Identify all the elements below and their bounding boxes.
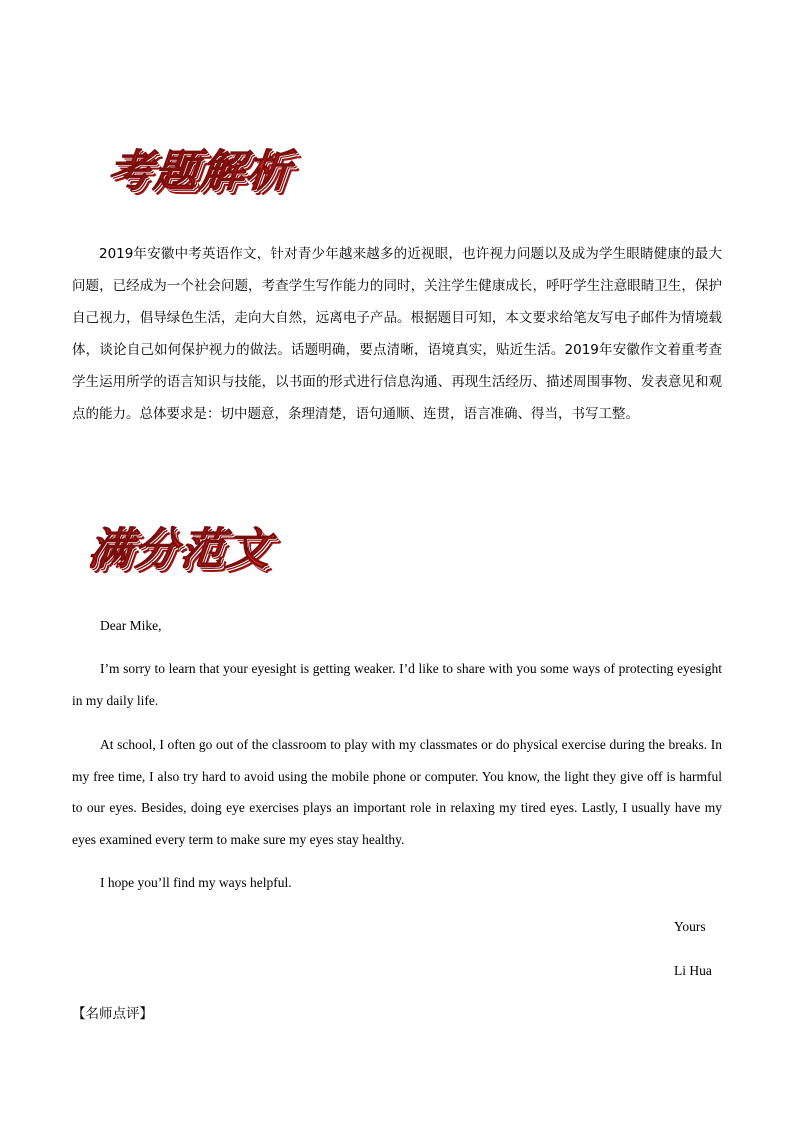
letter-salutation: Dear Mike, xyxy=(100,618,162,633)
letter-closing: Yours xyxy=(674,919,706,934)
letter-paragraph: At school, I often go out of the classroom to play with my classmates or do physical exercise during the breaks. In my free time, I also try hard to avoid using the mobile phone or computer. You know, the light they give off is harmful to our eyes. Besides, doing eye exercises plays an important role in relaxing my tired eyes. Lastly, I usually have my eyes examined every term to make sure my eyes stay healthy. xyxy=(72,737,722,847)
model-essay-heading: 满分范文 xyxy=(85,524,275,575)
letter-paragraph: I hope you’ll find my ways helpful. xyxy=(100,875,292,890)
teacher-comment-label: 【名师点评】 xyxy=(72,1006,153,1022)
letter-signature: Li Hua xyxy=(674,963,712,978)
letter-paragraph: I’m sorry to learn that your eyesight is getting weaker. I’d like to share with you some ways of protecting eyesight in my daily life. xyxy=(72,661,722,708)
exam-analysis-paragraph: 2019年安徽中考英语作文，针对青少年越来越多的近视眼，也许视力问题以及成为学生眼睛健康的最大问题，已经成为一个社会问题，考查学生写作能力的同时，关注学生健康成长，呼吁学生注意眼睛卫生，保护自己视力，倡导绿色生活，走向大自然，远离电子产品。根据题目可知，本文要求给笔友写电子邮件为情境载体，谈论自己如何保护视力的做法。话题明确，要点清晰，语境真实，贴近生活。2019年安徽作文着重考查学生运用所学的语言知识与技能，以书面的形式进行信息沟通、再现生活经历、描述周围事物、发表意见和观点的能力。总体要求是：切中题意，条理清楚，语句通顺、连贯，语言准确、得当，书写工整。 xyxy=(72,246,722,422)
exam-analysis-heading: 考题解析 xyxy=(105,146,295,197)
